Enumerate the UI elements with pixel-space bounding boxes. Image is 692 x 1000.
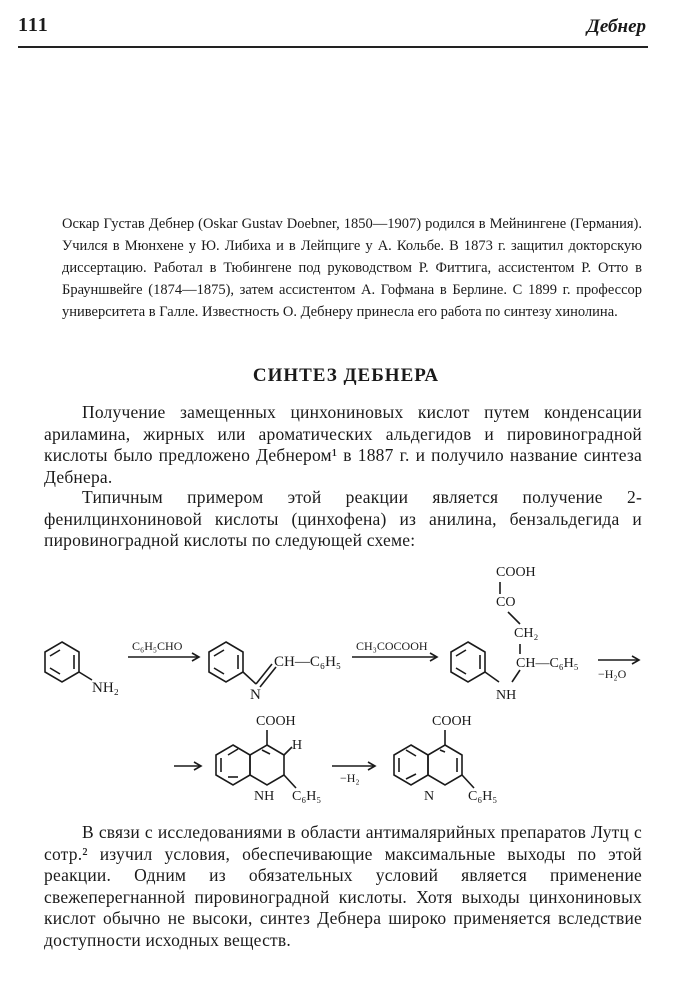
adduct-co: CO [496, 595, 516, 610]
paragraph-lutz: В связи с исследованиями в области антималярийных препаратов Лутц с сотр.² изучил условия, обеспечивающие максимальные выходы по этой реакции. Одним из обязательных условий является применение свежеперегнанной пировиноградной кислоты. Хотя выходы цинхониновых кислот обычно не высоки, синтез Дебнера широко применяется вследствие доступности исходных веществ. [44, 822, 642, 950]
arrow-3 [598, 656, 639, 664]
page-number: 111 [18, 14, 49, 36]
arrow-4 [174, 762, 201, 770]
reaction-scheme [0, 550, 692, 822]
reagent-minus-water: −H₂O [598, 667, 627, 681]
product-n: N [424, 789, 435, 804]
aniline-nh2: NH₂ [92, 680, 119, 696]
dihydro-cooh: COOH [256, 714, 296, 729]
adduct-ch2: CH₂ [514, 626, 539, 641]
imine-ring [209, 642, 276, 687]
adduct-nh: NH [496, 688, 517, 703]
adduct-chain: CH—C₆H₅ [516, 656, 579, 671]
arrow-2 [352, 653, 437, 661]
running-title: Дебнер [586, 16, 646, 37]
aniline-ring [45, 642, 92, 682]
section-title: СИНТЕЗ ДЕБНЕРА [252, 365, 440, 386]
quinoline-rings [394, 730, 474, 788]
adduct-cooh: COOH [496, 565, 536, 580]
arrow-5 [332, 762, 375, 770]
arrow-1 [128, 653, 199, 661]
paragraph-intro: Получение замещенных цинхониновых кислот путем конденсации ариламина, жирных или ароматических альдегидов и пировиноградной кислоты было предложено Дебнером¹ в 1887 г. и получило название синтеза Дебнера. [44, 402, 642, 487]
product-cooh: COOH [432, 714, 472, 729]
reagent-pyruvic-acid: CH₃COCOOH [356, 639, 428, 653]
header-rule [18, 46, 648, 48]
product-phenyl: C₆H₅ [468, 789, 498, 804]
dihydro-nh: NH [254, 789, 275, 804]
dihydro-h: H [292, 738, 303, 753]
imine-chain: CH—C₆H₅ [274, 654, 342, 670]
biography-paragraph: Оскар Густав Дебнер (Oskar Gustav Doebner, 1850—1907) родился в Мейнингене (Германия). Учился в Мюнхене у Ю. Либиха и в Лейпциге у А. Кольбе. В 1873 г. защитил докторскую диссертацию. Работал в Тюбингене под руководством Р. Фиттига, ассистентом Р. Отто в Брауншвейге (1874—1875), затем ассистентом А. Гофмана в Берлине. С 1899 г. профессор университета в Галле. Известность О. Дебнеру принесла его работа по синтезу хинолина. [62, 216, 642, 320]
reagent-minus-hydrogen: −H₂ [340, 771, 360, 785]
imine-n: N [250, 687, 261, 703]
dihydro-phenyl: C₆H₅ [292, 789, 322, 804]
reagent-benzaldehyde: C₆H₅CHO [132, 639, 183, 653]
paragraph-example: Типичным примером этой реакции является получение 2-фенилцинхониновой кислоты (цинхофена) из анилина, бензальдегида и пировиноградной кислоты по следующей схеме: [44, 487, 642, 550]
dihydroquinoline-rings [216, 730, 296, 788]
